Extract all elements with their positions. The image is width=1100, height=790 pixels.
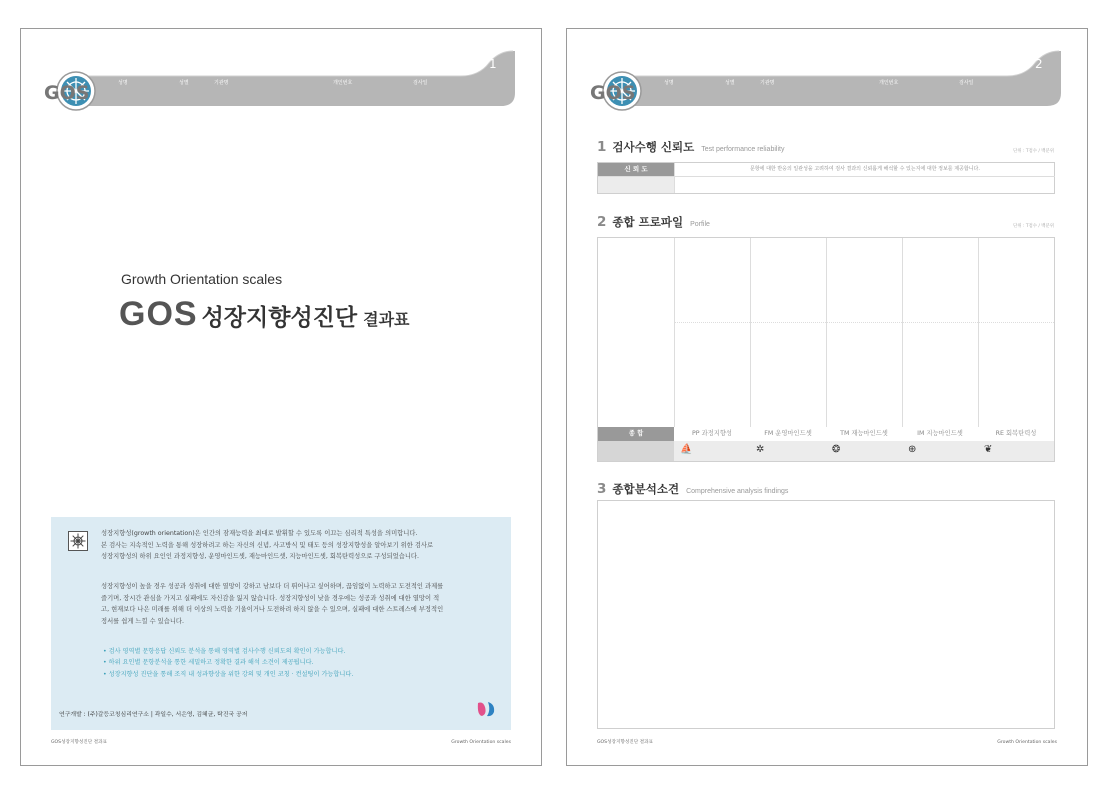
intro-line: 성장지향성의 하위 요인인 과정지향성, 운영마인드셋, 재능마인드셋, 지능마인드셋, 회복탄력성으로 구성되었습니다. xyxy=(101,553,419,560)
profile-column xyxy=(750,238,826,427)
helm-icon xyxy=(68,531,88,551)
description-line: 정서를 쉽게 느낄 수 있습니다. xyxy=(101,617,185,625)
profile-column xyxy=(978,238,1054,427)
header-band xyxy=(567,29,1087,119)
page-header xyxy=(567,29,1087,119)
page-number: 1 xyxy=(489,57,497,71)
network-icon: ✲ xyxy=(750,441,826,461)
reliability-table xyxy=(597,162,1055,194)
profile-total-cell xyxy=(598,441,674,461)
profile-header-tm: TM 재능마인드셋 xyxy=(840,430,888,437)
description-paragraph xyxy=(101,581,499,627)
profile-total-label: 종 합 xyxy=(598,427,674,441)
intro-line: 본 검사는 지속적인 노력을 통해 성장하려고 하는 자신의 신념, 사고방식 및 태도 등의 성장지향성을 알아보기 위한 검사로 xyxy=(101,541,434,549)
boat-icon: ⛵ xyxy=(674,441,750,461)
section-title: 검사수행 신뢰도 xyxy=(612,140,695,154)
header-field-id: 개인번호 xyxy=(879,80,899,86)
footer-right: Growth Orientation scales xyxy=(997,740,1057,745)
section-title-en: Test performance reliability xyxy=(701,146,785,153)
header-field-date: 검사일 xyxy=(959,80,974,86)
list-item: • 성장지향성 진단을 통해 조직 내 성과향상을 위한 강의 및 개인 코칭 · 컨설팅이 가능합니다. xyxy=(103,669,353,680)
profile-header-im: IM 지능마인드셋 xyxy=(917,430,963,437)
cover-title-logo: GOS xyxy=(119,295,198,333)
cover-title-suffix: 결과표 xyxy=(363,310,410,329)
section-title-en: Porfile xyxy=(690,221,710,228)
header-field-org: 기관명 xyxy=(760,80,775,86)
profile-column xyxy=(674,238,750,427)
profile-header-pp: PP 과정지향성 xyxy=(691,430,732,437)
footer-right: Growth Orientation scales xyxy=(451,740,511,745)
research-credit: 연구개발 : (주)갈등코칭심리연구소 | 곽일수, 서은영, 김혜균, 탁진국 공저 xyxy=(59,712,248,718)
section-title: 종합분석소견 xyxy=(612,482,680,496)
page-number: 2 xyxy=(1035,57,1043,71)
section-number: 1 xyxy=(597,139,607,155)
bird-icon: ❦ xyxy=(978,441,1054,461)
report-results-page xyxy=(566,28,1088,766)
section-profile-title xyxy=(597,214,710,230)
intro-paragraph xyxy=(101,528,499,563)
unit-note: 단위 : T점수 / 백분위 xyxy=(1013,149,1054,154)
intro-line: 성장지향성(growth orientation)은 인간의 잠재능력을 최대로 발휘할 수 있도록 이끄는 심리적 특성을 의미합니다. xyxy=(101,530,418,537)
header-field-name: 성명 xyxy=(118,80,128,86)
profile-chart xyxy=(597,237,1055,462)
unit-note: 단위 : T점수 / 백분위 xyxy=(1013,224,1054,229)
cover-title-main: 성장지향성진단 xyxy=(201,305,358,331)
profile-header-fm: FM 운영마인드셋 xyxy=(764,430,812,437)
profile-header-re: RE 회복탄력성 xyxy=(995,430,1037,437)
reliability-label: 신 뢰 도 xyxy=(598,163,674,176)
section-findings-title xyxy=(597,481,788,497)
description-line: 즐기며, 장시간 관심을 가지고 실패에도 자신감을 잃지 않습니다. 성장지향성이 낮을 경우에는 성공과 성취에 대한 열망이 적 xyxy=(101,594,440,602)
header-field-org: 기관명 xyxy=(214,80,229,86)
profile-column xyxy=(826,238,902,427)
helm-icon: ❂ xyxy=(826,441,902,461)
header-field-name: 성명 xyxy=(664,80,674,86)
brand-logo xyxy=(475,699,497,719)
header-band xyxy=(21,29,541,119)
gos-logo-text: GOS xyxy=(44,82,90,104)
header-field-gender: 성별 xyxy=(725,80,735,86)
description-line: 고, 현재보다 나은 미래를 위해 더 이상의 노력을 기울이거나 도전하려 하지 않을 수 있으며, 실패에 대한 스트레스에 부정적인 xyxy=(101,606,444,613)
section-number: 3 xyxy=(597,481,607,497)
header-field-gender: 성별 xyxy=(179,80,189,86)
header-field-id: 개인번호 xyxy=(333,80,353,86)
list-item: • 하위 요인별 문항분석을 통한 세밀하고 정확한 결과 해석 소견이 제공됩니다. xyxy=(103,657,353,668)
section-reliability-title xyxy=(597,139,784,155)
description-line: 성장지향성이 높을 경우 성공과 성취에 대한 열망이 강하고 남보다 더 뛰어나고 싶어하며, 끊임없이 노력하고 도전적인 과제를 xyxy=(101,583,444,590)
reliability-description: 문항에 대한 반응의 일관성을 고려하여 검사 결과의 신뢰롭게 해석할 수 있는지에 대한 정보를 제공합니다. xyxy=(674,163,1055,176)
findings-box xyxy=(597,500,1055,729)
header-field-date: 검사일 xyxy=(413,80,428,86)
page-header xyxy=(21,29,541,119)
section-number: 2 xyxy=(597,214,607,230)
compass-icon: ⊕ xyxy=(902,441,978,461)
list-item: • 검사 영역별 문항응답 신뢰도 분석을 통해 영역별 검사수행 신뢰도의 확인이 가능합니다. xyxy=(103,646,353,657)
info-box xyxy=(51,517,511,730)
profile-column xyxy=(902,238,978,427)
footer-left: GOS성장지향성진단 결과표 xyxy=(51,740,107,745)
report-cover-page xyxy=(20,28,542,766)
section-title-en: Comprehensive analysis findings xyxy=(686,488,789,495)
footer-left: GOS성장지향성진단 결과표 xyxy=(597,740,653,745)
reliability-result-cell xyxy=(674,176,1055,193)
cover-title xyxy=(119,295,409,334)
gos-logo-text: GOS xyxy=(590,82,636,104)
section-title: 종합 프로파일 xyxy=(612,215,684,229)
reliability-score-cell xyxy=(598,176,674,193)
feature-list xyxy=(103,646,353,680)
cover-subtitle: Growth Orientation scales xyxy=(121,271,283,287)
